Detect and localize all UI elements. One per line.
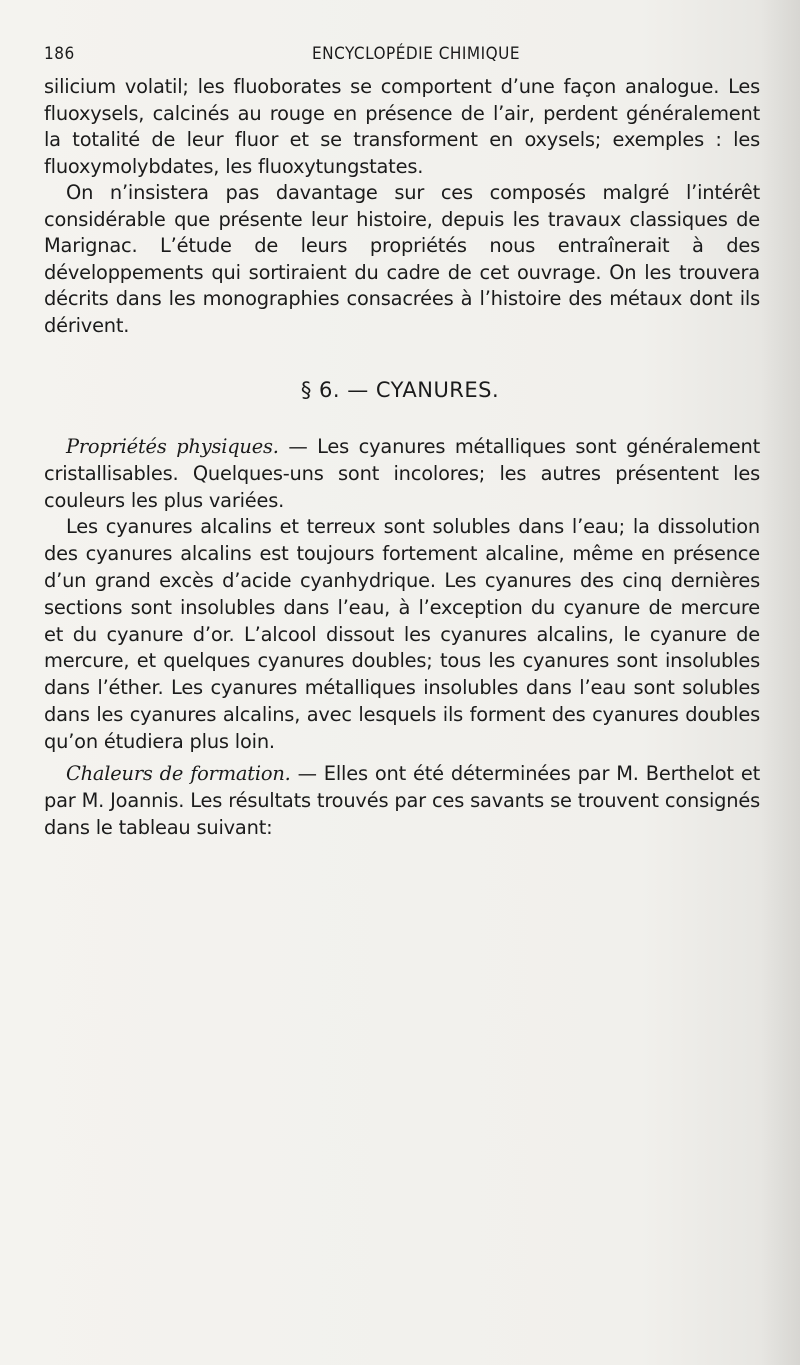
paragraph-fluoxysels: silicium volatil; les fluoborates se comportent d’une façon analogue. Les fluoxysels, calcinés au rouge en présence de l’air, perdent généralement la totalité de leur fluor et se transforment en oxysels; exemples : les fluoxymolybdates, les fluoxytungstates. <box>44 75 760 178</box>
running-title: ENCYCLOPÉDIE CHIMIQUE <box>312 44 521 64</box>
physical-properties-heading: Propriétés physiques. <box>66 435 279 458</box>
paragraph-heat-of-formation <box>44 761 760 841</box>
physical-properties-text: — Les cyanures métalliques sont généralement cristallisables. Quelques-uns sont incolores; les autres présentent les couleurs les plus variées. <box>44 435 761 512</box>
cyanide-properties-block <box>44 434 760 756</box>
page-header <box>44 44 758 68</box>
page-edge-shadow <box>760 0 800 1365</box>
paragraph-marignac: On n’insistera pas davantage sur ces composés malgré l’intérêt considérable que présente leur histoire, depuis les travaux classiques de Marignac. L’étude de leurs propriétés nous entraînerait à des développements qui sortiraient du cadre de cet ouvrage. On les trouvera décrits dans les monographies consacrées à l’histoire des métaux dont ils dérivent. <box>44 181 760 337</box>
paragraph-physical-properties <box>44 434 760 514</box>
heat-of-formation-heading: Chaleurs de formation. <box>66 762 291 785</box>
heat-of-formation-block <box>44 761 760 841</box>
page-number: 186 <box>44 44 75 64</box>
paragraph-solubility: Les cyanures alcalins et terreux sont solubles dans l’eau; la dissolution des cyanures alcalins est toujours fortement alcaline, même en présence d’un grand excès d’acide cyanhydrique. Les cyanures des cinq dernières sections sont insolubles dans l’eau, à l’exception du cyanure de mercure et du cyanure d’or. L’alcool dissout les cyanures alcalins, le cyanure de mercure, et quelques cyanures doubles; tous les cyanures sont insolubles dans l’éther. Les cyanures métalliques insolubles dans l’eau sont solubles dans les cyanures alcalins, avec lesquels ils forment des cyanures doubles qu’on étudiera plus loin. <box>44 515 760 753</box>
section-title: § 6. — CYANURES. <box>300 378 500 402</box>
intro-text-block <box>44 74 760 339</box>
heat-of-formation-text: — Elles ont été déterminées par M. Berthelot et par M. Joannis. Les résultats trouvés par ces savants se trouvent consignés dans le tableau suivant: <box>44 762 760 839</box>
